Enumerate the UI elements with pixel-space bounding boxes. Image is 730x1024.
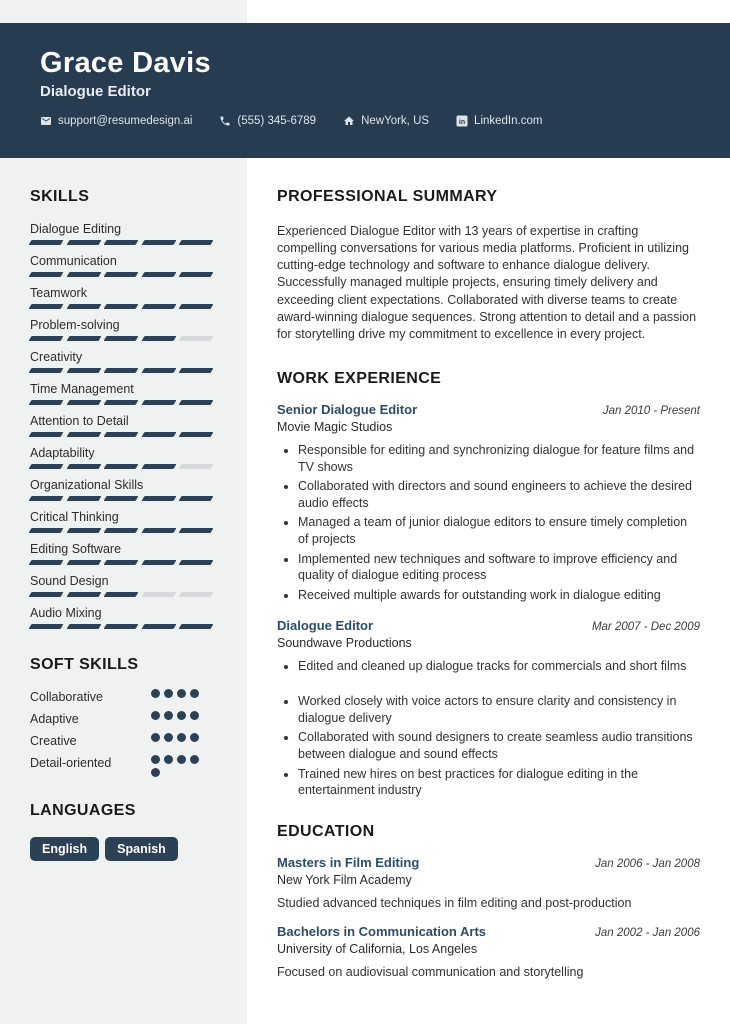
rating-dot — [190, 711, 199, 720]
job-bullet: • Worked closely with voice actors to ensure clarity and consistency in dialogue delivery — [298, 693, 700, 726]
soft-skill-item — [30, 755, 212, 777]
skill-level-bar — [30, 464, 212, 469]
work-experience-heading: WORK EXPERIENCE — [277, 369, 442, 387]
skill-bar-segment — [29, 336, 63, 341]
contact-text: (555) 345-6789 — [237, 115, 317, 128]
skill-item — [30, 478, 212, 501]
skill-bar-segment — [179, 304, 213, 309]
skill-level-bar — [30, 304, 212, 309]
main-column — [277, 188, 700, 979]
rating-dot — [177, 755, 186, 764]
job-bullet: • Implemented new techniques and software to improve efficiency and quality of dialogue editing process — [298, 551, 700, 584]
email-icon — [40, 115, 52, 127]
skill-bar-segment — [179, 368, 213, 373]
skill-item — [30, 254, 212, 277]
skill-label: Editing Software — [30, 542, 122, 556]
sidebar — [30, 188, 212, 861]
jobs-list — [277, 402, 700, 799]
skill-bar-segment — [66, 624, 100, 629]
job-company: Soundwave Productions — [277, 635, 412, 650]
contact-text: NewYork, US — [361, 115, 430, 128]
soft-skills-heading: SOFT SKILLS — [30, 656, 139, 673]
skill-bar-segment — [66, 432, 100, 437]
school-name: University of California, Los Angeles — [277, 941, 478, 956]
skill-bar-segment — [66, 240, 100, 245]
job-dates: Jan 2010 - Present — [602, 404, 700, 417]
skill-level-bar — [30, 560, 212, 565]
skill-item — [30, 510, 212, 533]
skill-label: Adaptability — [30, 446, 95, 460]
education-dates: Jan 2006 - Jan 2008 — [595, 857, 700, 870]
job-bullet: • Received multiple awards for outstanding work in dialogue editing — [298, 587, 700, 604]
skill-bar-segment — [141, 432, 175, 437]
skill-level-bar — [30, 368, 212, 373]
education-dates: Jan 2002 - Jan 2006 — [595, 926, 700, 939]
skill-bar-segment — [104, 496, 138, 501]
skill-bar-segment — [104, 624, 138, 629]
skill-bar-segment — [141, 272, 175, 277]
rating-dot — [151, 768, 160, 777]
rating-dot — [190, 689, 199, 698]
job-entry — [277, 402, 700, 604]
skill-bar-segment — [29, 272, 63, 277]
skill-label: Dialogue Editing — [30, 222, 122, 236]
skill-bar-segment — [141, 240, 175, 245]
skill-level-bar — [30, 240, 212, 245]
skill-level-bar — [30, 272, 212, 277]
skill-item — [30, 606, 212, 629]
skill-bar-segment — [29, 432, 63, 437]
education-list — [277, 855, 700, 979]
rating-dot — [151, 689, 160, 698]
skill-bar-segment — [104, 560, 138, 565]
skill-bar-segment — [104, 368, 138, 373]
skill-bar-segment — [104, 272, 138, 277]
skill-label: Creativity — [30, 350, 83, 364]
job-bullets — [277, 658, 700, 799]
skill-bar-segment — [29, 624, 63, 629]
job-title: Dialogue Editor — [277, 617, 374, 633]
soft-skill-label: Detail-oriented — [30, 756, 112, 770]
education-description: Focused on audiovisual communication and storytelling — [277, 964, 584, 979]
candidate-job-title: Dialogue Editor — [40, 83, 151, 101]
job-title: Senior Dialogue Editor — [277, 401, 418, 417]
rating-dot — [190, 755, 199, 764]
rating-dot — [151, 733, 160, 742]
contact-text: support@resumedesign.ai — [58, 115, 193, 128]
skill-bar-segment — [104, 528, 138, 533]
skill-bar-segment — [29, 464, 63, 469]
languages-list — [30, 837, 212, 861]
skill-level-bar — [30, 528, 212, 533]
education-entry — [277, 855, 700, 910]
skill-bar-segment — [104, 336, 138, 341]
skill-bar-segment — [66, 528, 100, 533]
soft-skill-label: Collaborative — [30, 690, 103, 704]
skill-bar-segment — [66, 592, 100, 597]
skill-bar-segment — [179, 336, 213, 341]
skill-label: Teamwork — [30, 286, 87, 300]
skill-bar-segment — [141, 368, 175, 373]
skill-label: Attention to Detail — [30, 414, 129, 428]
skill-bar-segment — [29, 368, 63, 373]
skill-item — [30, 318, 212, 341]
summary-heading: PROFESSIONAL SUMMARY — [277, 188, 498, 205]
soft-skills-list — [30, 689, 212, 777]
skill-label: Critical Thinking — [30, 510, 119, 524]
skill-bar-segment — [179, 528, 213, 533]
skill-bar-segment — [179, 272, 213, 277]
skill-bar-segment — [104, 240, 138, 245]
skill-level-bar — [30, 624, 212, 629]
school-name: New York Film Academy — [277, 872, 412, 887]
soft-skill-dots — [151, 755, 205, 777]
language-badge: English — [30, 837, 99, 861]
skill-bar-segment — [66, 368, 100, 373]
resume-header — [0, 23, 730, 158]
skills-list — [30, 222, 212, 629]
skill-bar-segment — [179, 464, 213, 469]
skill-bar-segment — [29, 496, 63, 501]
skill-bar-segment — [66, 464, 100, 469]
skill-bar-segment — [179, 496, 213, 501]
rating-dot — [177, 689, 186, 698]
rating-dot — [151, 755, 160, 764]
skill-bar-segment — [141, 592, 175, 597]
rating-dot — [177, 733, 186, 742]
job-bullet: • Edited and cleaned up dialogue tracks for commercials and short films — [298, 658, 700, 675]
skill-item — [30, 574, 212, 597]
job-bullet: • Collaborated with sound designers to create seamless audio transitions between dialogue and sound effects — [298, 729, 700, 762]
soft-skill-item — [30, 689, 212, 704]
skill-item — [30, 446, 212, 469]
rating-dot — [164, 711, 173, 720]
skill-bar-segment — [29, 560, 63, 565]
soft-skill-label: Creative — [30, 734, 77, 748]
svg-text:in: in — [458, 119, 466, 127]
skill-bar-segment — [66, 560, 100, 565]
skill-label: Organizational Skills — [30, 478, 144, 492]
rating-dot — [190, 733, 199, 742]
skill-item — [30, 542, 212, 565]
home-icon — [343, 115, 355, 127]
job-entry — [277, 618, 700, 799]
skill-bar-segment — [141, 464, 175, 469]
job-dates: Mar 2007 - Dec 2009 — [591, 620, 700, 633]
education-description: Studied advanced techniques in film editing and post-production — [277, 895, 632, 910]
skill-bar-segment — [104, 432, 138, 437]
contact-item — [456, 115, 542, 127]
job-bullet: • Trained new hires on best practices for dialogue editing in the entertainment industry — [298, 766, 700, 799]
job-bullet: • Collaborated with directors and sound engineers to achieve the desired audio effects — [298, 478, 700, 511]
skill-bar-segment — [29, 528, 63, 533]
skill-label: Audio Mixing — [30, 606, 102, 620]
skill-bar-segment — [29, 400, 63, 405]
degree-title: Masters in Film Editing — [277, 854, 420, 870]
skill-level-bar — [30, 432, 212, 437]
language-badge: Spanish — [105, 837, 178, 861]
skill-bar-segment — [104, 592, 138, 597]
education-entry — [277, 924, 700, 979]
skill-label: Time Management — [30, 382, 134, 396]
skill-bar-segment — [179, 400, 213, 405]
skill-label: Problem-solving — [30, 318, 120, 332]
education-heading: EDUCATION — [277, 822, 375, 840]
contact-text: LinkedIn.com — [474, 115, 543, 128]
skill-bar-segment — [66, 336, 100, 341]
skill-bar-segment — [29, 592, 63, 597]
rating-dot — [164, 755, 173, 764]
skill-level-bar — [30, 336, 212, 341]
summary-text: Experienced Dialogue Editor with 13 years of expertise in crafting compelling conversations for various media platforms. Proficient in utilizing cutting-edge technology and software to enhance dialogue delivery. Successfully managed multiple projects, ensuring timely delivery and exceeding client expectations. Collaborated with diverse teams to create award-winning dialogue sequences. Strong attention to detail and a passion for storytelling drive my commitment to excellence in every project. — [277, 224, 697, 341]
education-header — [277, 924, 700, 939]
skill-bar-segment — [104, 400, 138, 405]
skill-bar-segment — [141, 560, 175, 565]
soft-skill-item — [30, 733, 212, 748]
degree-title: Bachelors in Communication Arts — [277, 923, 486, 939]
skill-bar-segment — [179, 560, 213, 565]
skill-level-bar — [30, 496, 212, 501]
phone-icon — [219, 115, 231, 127]
education-header — [277, 855, 700, 870]
skill-item — [30, 382, 212, 405]
candidate-name: Grace Davis — [40, 47, 211, 79]
skill-bar-segment — [141, 496, 175, 501]
skill-item — [30, 222, 212, 245]
skill-bar-segment — [66, 272, 100, 277]
job-bullets — [277, 442, 700, 604]
skill-level-bar — [30, 592, 212, 597]
rating-dot — [177, 711, 186, 720]
skill-bar-segment — [179, 432, 213, 437]
skill-bar-segment — [141, 400, 175, 405]
rating-dot — [164, 689, 173, 698]
skill-bar-segment — [66, 304, 100, 309]
skill-bar-segment — [179, 624, 213, 629]
soft-skill-dots — [151, 733, 205, 742]
skill-bar-segment — [66, 400, 100, 405]
skill-bar-segment — [66, 496, 100, 501]
skill-bar-segment — [104, 304, 138, 309]
skill-bar-segment — [29, 240, 63, 245]
job-bullet: • Responsible for editing and synchronizing dialogue for feature films and TV shows — [298, 442, 700, 475]
job-header — [277, 402, 700, 417]
skill-label: Communication — [30, 254, 117, 268]
skill-bar-segment — [141, 336, 175, 341]
skill-bar-segment — [29, 304, 63, 309]
skill-item — [30, 414, 212, 437]
contact-item — [40, 115, 192, 127]
linkedin-icon — [456, 115, 468, 127]
skill-label: Sound Design — [30, 574, 109, 588]
contact-row — [40, 115, 730, 127]
skill-level-bar — [30, 400, 212, 405]
skill-item — [30, 350, 212, 373]
skill-bar-segment — [141, 304, 175, 309]
soft-skill-item — [30, 711, 212, 726]
contact-item — [343, 115, 429, 127]
job-bullet: • Managed a team of junior dialogue editors to ensure timely completion of projects — [298, 514, 700, 547]
rating-dot — [151, 711, 160, 720]
skills-heading: SKILLS — [30, 188, 90, 205]
job-header — [277, 618, 700, 633]
skill-bar-segment — [179, 240, 213, 245]
skill-bar-segment — [104, 464, 138, 469]
soft-skill-dots — [151, 689, 205, 698]
skill-bar-segment — [179, 592, 213, 597]
soft-skill-label: Adaptive — [30, 712, 79, 726]
soft-skill-dots — [151, 711, 205, 720]
job-company: Movie Magic Studios — [277, 419, 393, 434]
skill-bar-segment — [141, 624, 175, 629]
rating-dot — [164, 733, 173, 742]
contact-item — [219, 115, 316, 127]
skill-item — [30, 286, 212, 309]
skill-bar-segment — [141, 528, 175, 533]
languages-heading: LANGUAGES — [30, 802, 136, 819]
